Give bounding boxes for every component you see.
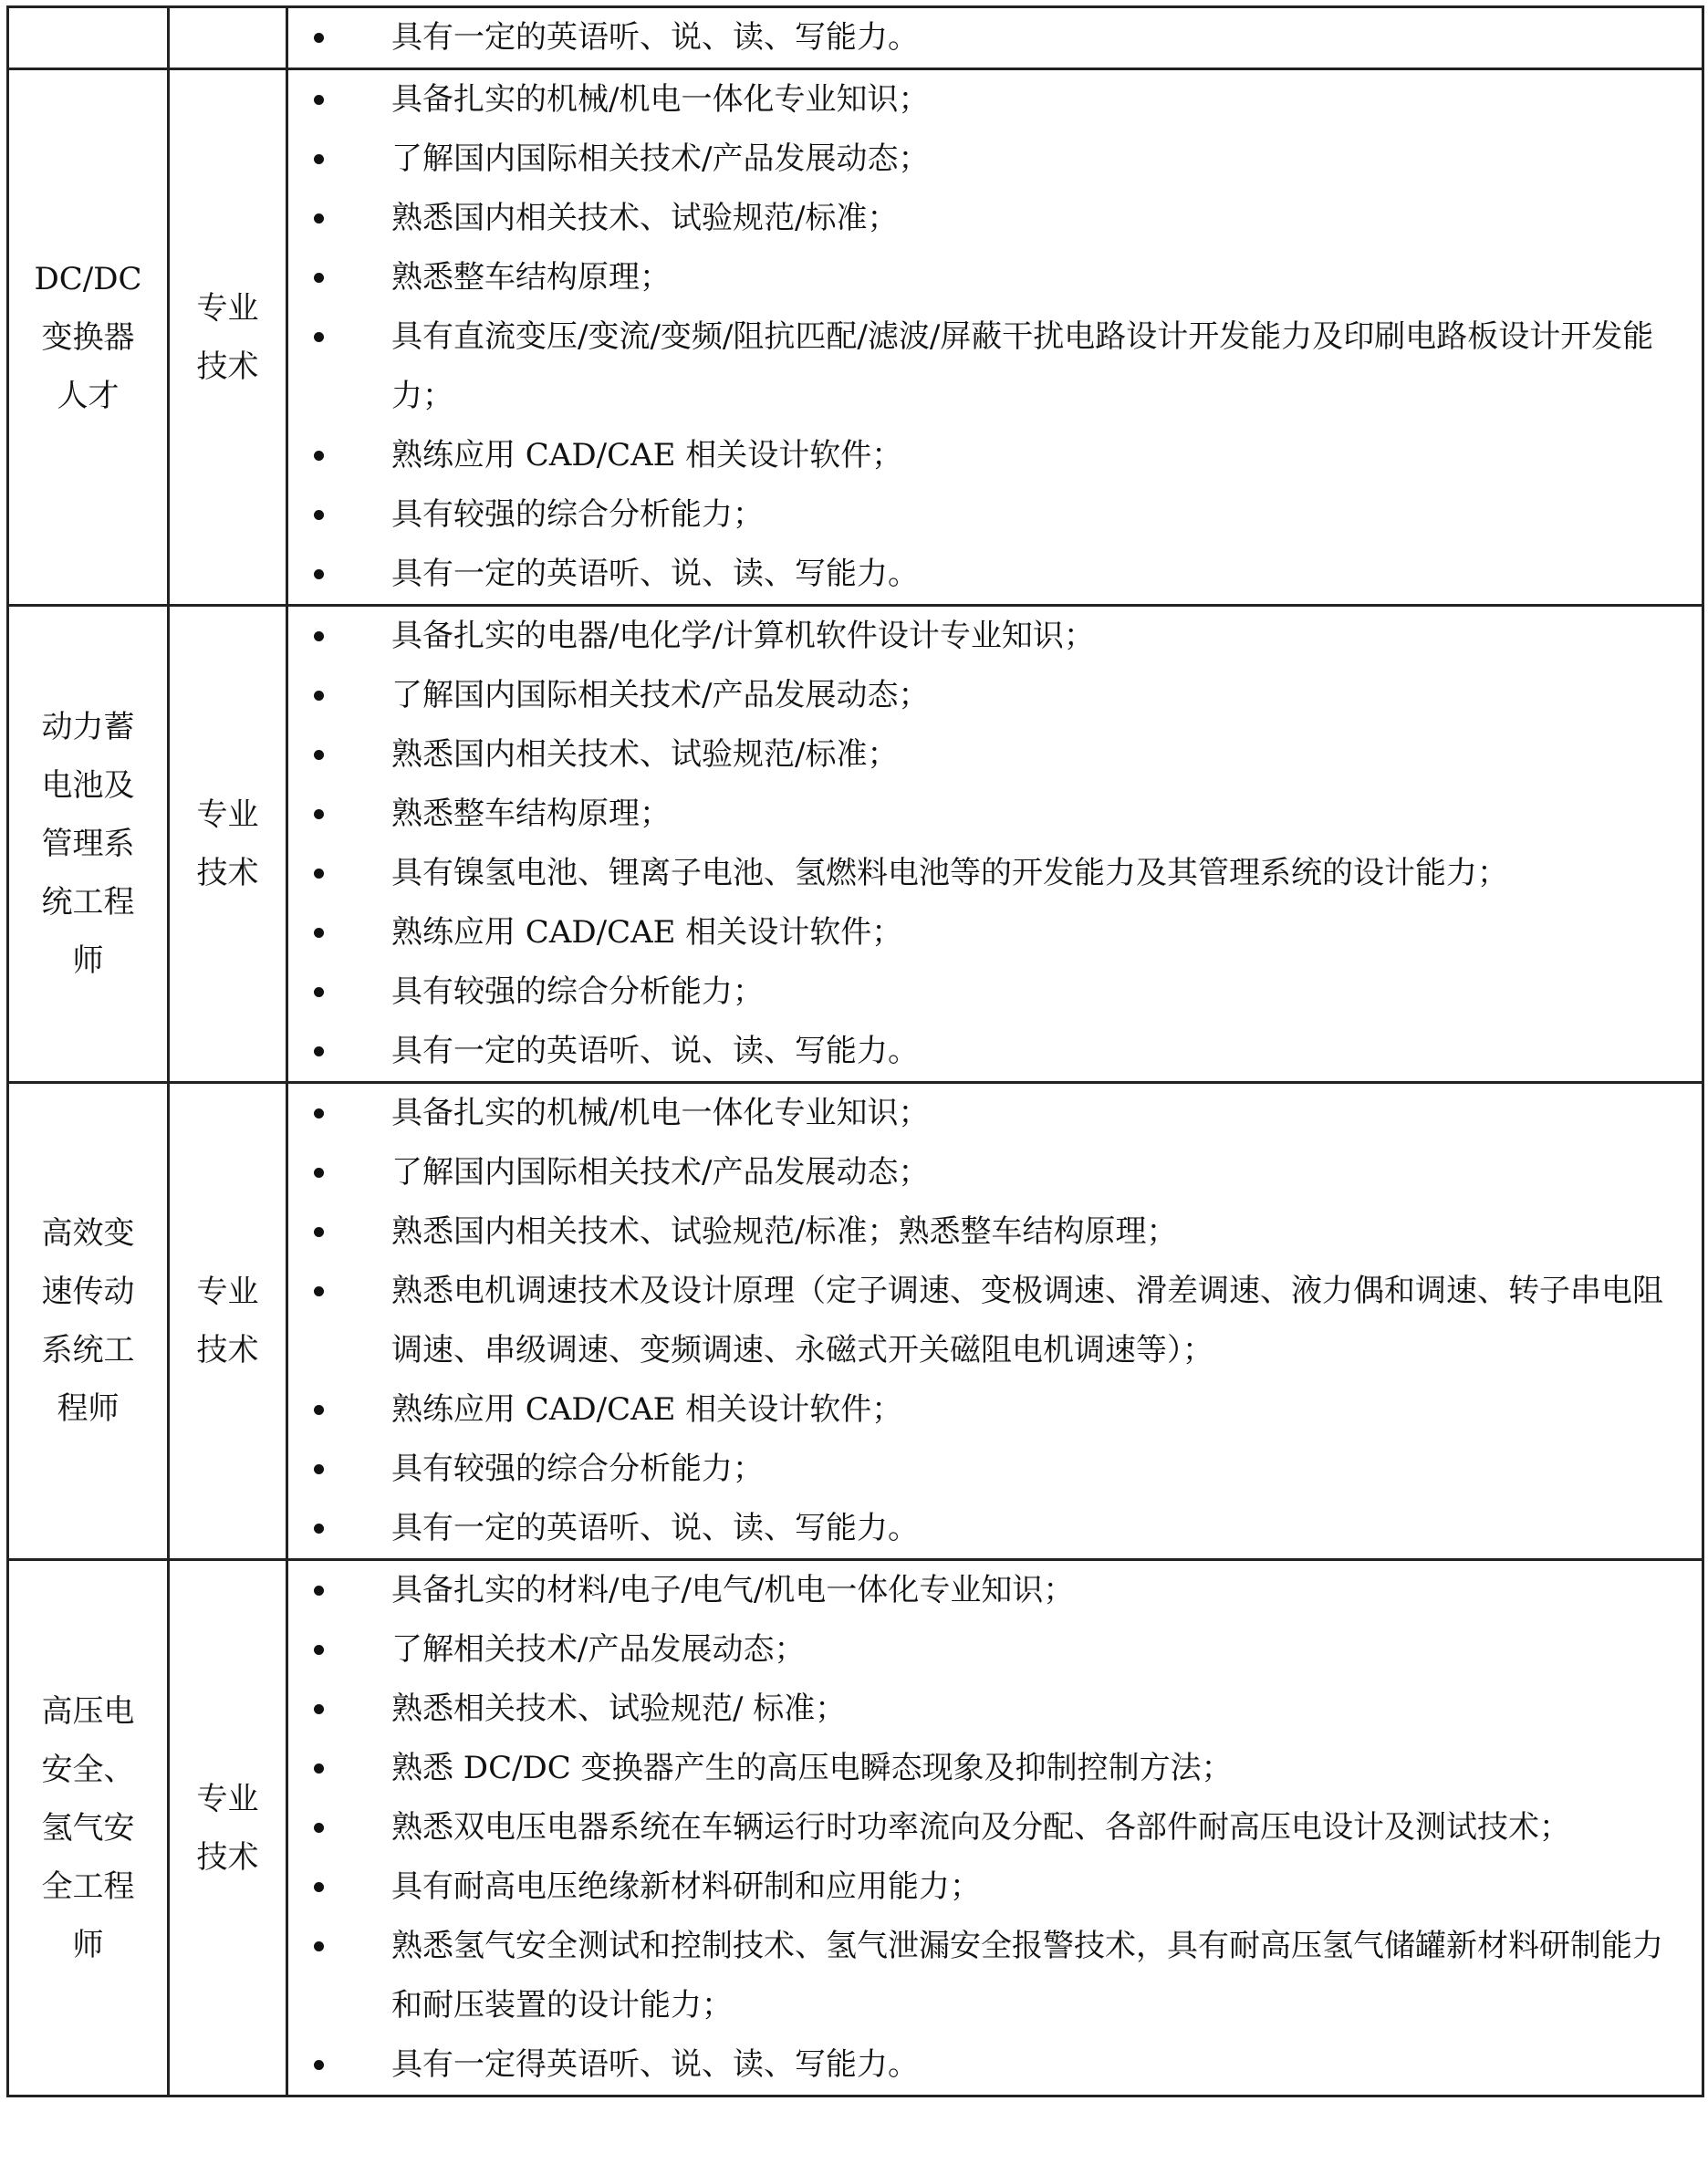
list-item [288,1561,1682,1620]
role-name-line: 速传动 [41,1274,135,1310]
table-body [8,7,1703,2096]
role-name [42,1204,135,1438]
category-label [197,279,259,396]
list-item [288,607,1682,666]
bullet-icon [314,1108,324,1118]
list-item [288,1680,1682,1739]
bullet-icon [314,1524,324,1534]
bullet-icon [314,1227,324,1237]
role-name [34,250,141,425]
requirement-text: 具有一定的英语听、说、读、写能力。 [391,1033,919,1069]
requirement-list [288,1084,1682,1558]
list-item [288,1202,1682,1262]
bullet-icon [314,1046,324,1056]
requirements-cell [287,1560,1703,2096]
requirement-text: 了解国内国际相关技术/产品发展动态； [391,1154,930,1191]
list-item [288,725,1682,785]
requirement-text: 具有一定的英语听、说、读、写能力。 [391,556,919,592]
list-item [288,1857,1682,1917]
requirement-text: 熟练应用 CAD/CAE 相关设计软件； [391,914,903,951]
list-item [288,307,1682,426]
bullet-icon [314,1941,324,1951]
role-name-line: 高效变 [41,1215,135,1252]
category-cell [169,1560,287,2096]
bullet-icon [314,750,324,760]
requirement-text: 了解相关技术/产品发展动态； [391,1631,806,1668]
requirement-text: 具备扎实的电器/电化学/计算机软件设计专业知识； [391,618,1095,654]
requirement-text: 熟悉氢气安全测试和控制技术、氢气泄漏安全报警技术，具有耐高压氢气储罐新材料研制能力和耐压装置的设计能力； [391,1928,1663,2024]
requirement-text: 具有较强的综合分析能力； [391,1451,764,1487]
table-row [8,7,1703,69]
role-name-line: 师 [72,1926,104,1963]
category-label-line: 专业 [196,1274,259,1310]
role-name-line: 高压电 [41,1692,135,1730]
bullet-icon [314,213,324,224]
bullet-icon [314,1823,324,1833]
role-name-line: 变换器 [41,318,135,356]
category-label [197,1263,259,1379]
role-name [42,1682,135,1974]
list-item [288,1143,1682,1202]
bullet-icon [314,1882,324,1892]
requirement-text: 熟练应用 CAD/CAE 相关设计软件； [391,1391,903,1428]
role-cell [8,1083,169,1560]
requirement-text: 具有耐高电压绝缘新材料研制和应用能力； [391,1868,981,1905]
list-item [288,130,1682,189]
role-name-line: DC/DC [34,260,142,297]
role-name-line: 程师 [57,1390,120,1427]
category-cell [169,606,287,1083]
category-label-line: 技术 [196,348,259,385]
role-name-line: 全工程 [41,1867,135,1905]
bullet-icon [314,510,324,520]
list-item [288,1262,1682,1380]
list-item [288,545,1682,604]
role-name-line: 电池及 [41,767,135,804]
role-name-line: 安全、 [41,1751,135,1788]
list-item [288,1440,1682,1499]
bullet-icon [314,1286,324,1296]
role-name-line: 氢气安 [41,1809,135,1847]
list-item [288,844,1682,903]
category-label [197,1770,259,1887]
requirements-cell [287,69,1703,606]
requirement-text: 了解国内国际相关技术/产品发展动态； [391,677,930,713]
requirement-text: 具有镍氢电池、锂离子电池、氢燃料电池等的开发能力及其管理系统的设计能力； [391,855,1508,891]
bullet-icon [314,95,324,105]
bullet-icon [314,1645,324,1655]
category-label [197,785,259,902]
role-cell [8,7,169,69]
list-item [288,189,1682,248]
role-name [42,698,135,990]
bullet-icon [314,1464,324,1474]
requirement-text: 熟悉国内相关技术、试验规范/标准； [391,200,899,236]
role-name-line: 系统工 [41,1332,135,1368]
requirement-list [288,8,1682,68]
bullet-icon [314,569,324,579]
list-item [288,785,1682,844]
requirement-text: 熟悉整车结构原理； [391,796,671,832]
category-label-line: 技术 [196,1838,259,1876]
bullet-icon [314,1704,324,1714]
bullet-icon [314,33,324,43]
requirements-cell [287,7,1703,69]
list-item [288,1499,1682,1558]
requirement-text: 具备扎实的机械/机电一体化专业知识； [391,81,930,118]
list-item [288,962,1682,1022]
role-cell [8,1560,169,2096]
requirements-table [6,5,1704,2097]
category-cell [169,7,287,69]
role-cell [8,69,169,606]
bullet-icon [314,273,324,283]
bullet-icon [314,987,324,997]
role-name-line: 管理系 [41,826,135,862]
bullet-icon [314,1586,324,1596]
bullet-icon [314,154,324,164]
requirement-text: 具有较强的综合分析能力； [391,496,764,533]
list-item [288,70,1682,130]
list-item [288,1022,1682,1081]
requirement-list [288,1561,1682,2095]
requirement-text: 具有一定的英语听、说、读、写能力。 [391,19,919,56]
list-item [288,426,1682,485]
list-item [288,1739,1682,1798]
role-name-line: 动力蓄 [41,709,135,745]
requirement-text: 熟悉电机调速技术及设计原理（定子调速、变极调速、滑差调速、液力偶和调速、转子串电阻调速、串级调速、变频调速、永磁式开关磁阻电机调速等）； [391,1273,1663,1368]
bullet-icon [314,691,324,701]
list-item [288,1380,1682,1440]
role-name-line: 人才 [57,377,120,414]
requirement-text: 了解国内国际相关技术/产品发展动态； [391,140,930,177]
requirement-text: 具有较强的综合分析能力； [391,973,764,1010]
requirement-text: 具备扎实的机械/机电一体化专业知识； [391,1095,930,1131]
table-row [8,1560,1703,2096]
bullet-icon [314,631,324,641]
category-label-line: 技术 [196,855,259,891]
requirement-text: 熟悉整车结构原理； [391,259,671,296]
requirements-cell [287,606,1703,1083]
requirement-text: 具备扎实的材料/电子/电气/机电一体化专业知识； [391,1572,1075,1608]
category-label-line: 专业 [196,1780,259,1817]
bullet-icon [314,332,324,342]
requirement-text: 熟悉国内相关技术、试验规范/标准； [391,736,899,773]
category-label-line: 专业 [196,289,259,327]
list-item [288,248,1682,307]
bullet-icon [314,1405,324,1415]
requirement-text: 熟悉相关技术、试验规范/ 标准； [391,1691,847,1727]
role-cell [8,606,169,1083]
bullet-icon [314,1763,324,1774]
list-item [288,485,1682,545]
role-name-line: 师 [72,942,104,979]
category-cell [169,69,287,606]
bullet-icon [314,451,324,461]
table-row [8,69,1703,606]
bullet-icon [314,2060,324,2070]
list-item [288,1798,1682,1857]
list-item [288,1917,1682,2035]
list-item [288,1084,1682,1143]
list-item [288,8,1682,68]
table-row [8,1083,1703,1560]
category-label-line: 技术 [196,1332,259,1368]
requirement-text: 具有直流变压/变流/变频/阻抗匹配/滤波/屏蔽干扰电路设计开发能力及印刷电路板设计开发能力； [391,318,1654,414]
requirement-text: 具有一定的英语听、说、读、写能力。 [391,1510,919,1546]
list-item [288,2035,1682,2095]
requirement-list [288,70,1682,604]
list-item [288,666,1682,725]
requirement-list [288,607,1682,1081]
category-label-line: 专业 [196,796,259,833]
requirements-cell [287,1083,1703,1560]
requirement-text: 熟悉 DC/DC 变换器产生的高压电瞬态现象及抑制控制方法； [391,1750,1233,1786]
bullet-icon [314,869,324,879]
requirement-text: 具有一定得英语听、说、读、写能力。 [391,2046,919,2083]
requirement-text: 熟悉国内相关技术、试验规范/标准；熟悉整车结构原理； [391,1213,1178,1250]
table-row [8,606,1703,1083]
bullet-icon [314,1168,324,1178]
role-name-line: 统工程 [41,884,135,921]
category-cell [169,1083,287,1560]
bullet-icon [314,928,324,938]
requirement-text: 熟练应用 CAD/CAE 相关设计软件； [391,437,903,473]
list-item [288,1620,1682,1680]
requirement-text: 熟悉双电压电器系统在车辆运行时功率流向及分配、各部件耐高压电设计及测试技术； [391,1809,1570,1846]
list-item [288,903,1682,962]
bullet-icon [314,809,324,819]
